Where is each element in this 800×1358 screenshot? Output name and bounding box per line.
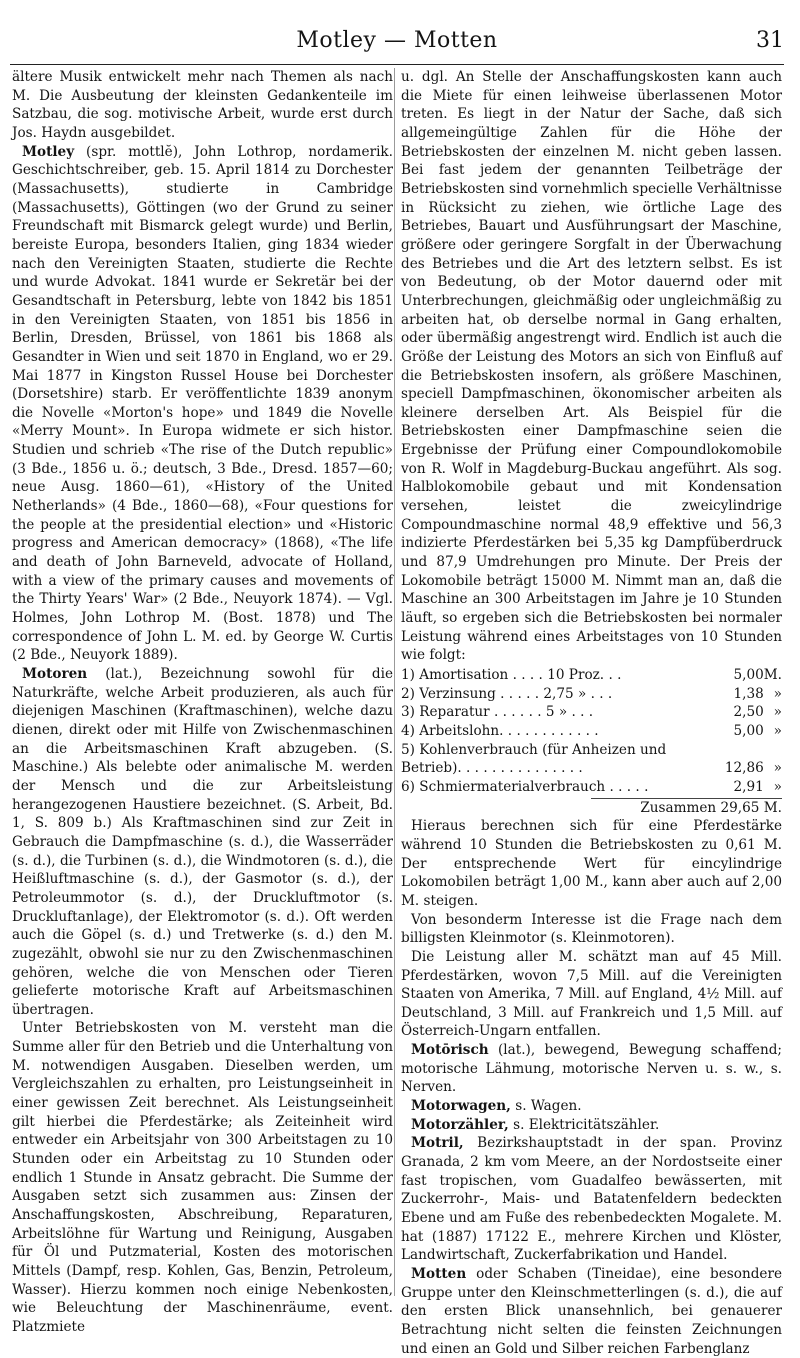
cost-row [401,703,782,722]
cost-unit: » [773,778,782,795]
entry-motril-text: Bezirkshauptstadt in der span. Provinz Granada, 2 km vom Meere, an der Nordostseite einer fast tropischen, vom Guadalfeo bewässerten, mit Zuckerrohr-, Mais- und Batatenfeldern bedeckten Ebene und am Fuße des rebenbedeckten Mogalete. M. hat (1887) 17122 E., mehrere Kirchen und Klöster, Landwirtschaft, Zuckerfabrikation und Handel. [401,1135,782,1264]
cost-value: 1,38 [733,685,764,702]
cost-label: 3) Reparatur . . . . . . 5 » . . . [401,704,594,721]
cost-unit: » [773,722,782,739]
entry-motorzaehler-text: s. Elektricitätszähler. [508,1116,660,1133]
entry-motorisch-text: (lat.), bewegend, Bewegung schaffend; motorische Lähmung, motorische Nerven u. s. w., s. Nerven. [401,1042,782,1096]
cost-label: 2) Verzinsung . . . . . 2,75 » . . . [401,685,613,702]
entry-motril [401,1134,782,1265]
cost-unit: » [773,685,782,702]
cost-label: 6) Schmiermaterialverbrauch . . . . . [401,778,649,795]
cost-row [401,666,782,685]
cost-row [401,722,782,741]
entry-motorisch [401,1041,782,1097]
headword-motorwagen: Motorwagen, [411,1098,511,1115]
cost-row [401,685,782,704]
entry-motten-text: oder Schaben (Tineidae), eine besondere Gruppe unter den Kleinschmetterlingen (s. d.), die auf den ersten Blick unansehnlich, bei genauerer Betrachtung nicht selten die feinsten Zeichnungen und einen an Gold und Silber reichen Farbenglanz [401,1266,782,1357]
cost-unit: » [773,704,782,721]
cost-row [401,778,782,797]
headword-motley: Motley [22,143,75,160]
page-number: 31 [756,28,784,53]
entry-motorzaehler [401,1116,782,1135]
page-header [10,24,784,58]
cost-value: 5,00 [733,667,764,683]
cost-unit: » [773,760,782,777]
left-column [12,68,393,1335]
cost-value: 12,86 [724,760,764,777]
right-column [401,68,783,1357]
cost-value [710,741,764,760]
cost-value: 2,50 [733,704,764,721]
headword-motorzaehler: Motorzähler, [411,1116,509,1133]
cost-label: 5) Kohlenverbrauch (für Anheizen und [401,741,667,758]
cost-total: Zusammen 29,65 M. [591,798,782,818]
entry-motten [401,1265,782,1358]
cost-value: 5,00 [733,722,764,739]
cost-row [401,741,782,760]
column-divider [394,68,395,1296]
entry-motley [12,143,393,665]
headword-motten: Motten [411,1266,467,1282]
cost-label: 1) Amortisation . . . . 10 Proz. . . [401,667,622,683]
headword-motril: Motril, [411,1135,464,1152]
paragraph-betriebskosten-continued: u. dgl. An Stelle der Anschaffungskosten kann auch die Miete für einen leihweise überlassenen Motor treten. Es liegt in der Natur der Sache, daß sich allgemeingültige Zahlen für die Höhe der Betriebskosten der einzelnen M. nicht geben lassen. Bei fast jedem der genannten Teilbeträge der Betriebskosten sind vornehmlich specielle Verhältnisse in Rücksicht zu ziehen, wie örtliche Lage des Betriebes, Bauart und Ausführungsart der Maschine, größere oder geringere Sorgfalt in der Überwachung des Betriebes und die Art des letztern selbst. Es ist von Bedeutung, ob der Motor dauernd oder mit Unterbrechungen, gleichmäßig oder ungleichmäßig zu arbeiten hat, ob derselbe normal in Gang erhalten, oder übermäßig angestrengt wird. Endlich ist auch die Größe der Leistung des Motors an sich von Einfluß auf die Betriebskosten insofern, als größere Maschinen, speciell Dampfmaschinen, ökonomischer arbeiten als kleinere derselben Art. Als Beispiel für die Betriebskosten einer Dampfmaschine seien die Ergebnisse der Prüfung einer Compoundlokomobile von R. Wolf in Magdeburg-Buckau angeführt. Als sog. Halblokomobile gebaut und mit Kondensation versehen, leistet die zweicylindrige Compoundmaschine normal 48,9 effektive und 56,3 indizierte Pferdestärken bei 5,35 kg Dampfüberdruck und 87,9 Umdrehungen pro Minute. Der Preis der Lokomobile beträgt 15000 M. Nimmt man an, daß die Maschine an 300 Arbeitstagen im Jahre je 10 Stunden läuft, so ergeben sich die Betriebskosten bei normaler Leistung während eines Arbeitstages von 10 Stunden wie folgt: [401,69,783,664]
entry-motley-text: (spr. mottlĕ), John Lothrop, nordamerik. Geschichtschreiber, geb. 15. April 1814 zu Dorchester (Massachusetts), studierte in Cambridge (Massachusetts), Göttingen (wo der Grund zu seiner Freundschaft mit Bismarck gelegt wurde) und Berlin, bereiste Europa, besonders Italien, ging 1834 wieder nach den Vereinigten Staaten, studierte die Rechte und wurde Advokat. 1841 wurde er Sekretär bei der Gesandtschaft in Petersburg, lebte von 1842 bis 1851 in den Vereinigten Staaten, von 1851 bis 1856 in Berlin, Dresden, Brüssel, von 1861 bis 1868 als Gesandter in Wien und seit 1870 in England, wo er 29. Mai 1877 in Kingston Russel House bei Dorchester (Dorsetshire) starb. Er veröffentlichte 1839 anonym die Novelle «Morton's hope» und 1849 die Novelle «Merry Mount». In Europa widmete er sich histor. Studien und schrieb «The rise of the Dutch republic» (3 Bde., 1856 u. ö.; deutsch, 3 Bde., Dresd. 1857—60; neue Ausg. 1860—61), «History of the United Netherlands» (4 Bde., 1860—68), «Four questions for the people at the presidential election» und «Historic progress and American democracy» (1868), «The life and death of John Barneveld, advocate of Holland, with a view of the primary causes and movements of the Thirty Years' War» (2 Bde., Neuyork 1874). — Vgl. Holmes, John Lothrop M. (Bost. 1878) und The correspondence of John L. M. ed. by George W. Curtis (2 Bde., Neuyork 1889). [12,143,393,664]
entry-motorwagen [401,1097,782,1116]
paragraph-betriebskosten: Unter Betriebskosten von M. versteht man die Summe aller für den Betrieb und die Unterhaltung von M. notwendigen Ausgaben. Dieselben werden, um Vergleichszahlen zu erhalten, pro Leistungseinheit in einer gewissen Zeit berechnet. Als Leistungseinheit gilt hierbei die Pferdestärke; als Zeiteinheit wird entweder ein Arbeitsjahr von 300 Arbeitstagen zu 10 Stunden oder ein Arbeitstag zu 10 Stunden oder endlich 1 Stunde in Ansatz gebracht. Die Summe der Ausgaben setzt sich zusammen aus: Zinsen der Anschaffungskosten, Abschreibung, Reparaturen, Arbeitslöhne für Wartung und Reinigung, Ausgaben für Öl und Putzmaterial, Kosten des motorischen Mittels (Dampf, resp. Kohlen, Gas, Benzin, Petroleum, Wasser). Hierzu kommen noch einige Nebenkosten, wie Beleuchtung der Maschinenräume, event. Platzmiete [12,1020,393,1335]
header-rule [10,64,784,65]
paragraph-pferdestaerke: Hieraus berechnen sich für eine Pferdestärke während 10 Stunden die Betriebskosten zu 0,61 M. Der entsprechende Wert für eincylindrige Lokomobilen beträgt 1,00 M., kann aber auch auf 2,00 M. steigen. [401,818,782,909]
cost-unit [764,741,782,760]
running-title: Motley — Motten [296,28,498,53]
paragraph-musik-continuation: ältere Musik entwickelt mehr nach Themen als nach M. Die Ausbeutung der kleinsten Gedankenteile im Satzbau, die sog. motivische Arbeit, wurde erst durch Jos. Haydn ausgebildet. [12,69,393,141]
cost-label: 4) Arbeitslohn. . . . . . . . . . . . [401,722,599,739]
paragraph-kleinmotor: Von besonderm Interesse ist die Frage nach dem billigsten Kleinmotor (s. Kleinmotoren). [401,911,782,947]
entry-motoren-text: (lat.), Bezeichnung sowohl für die Naturkräfte, welche Arbeit produzieren, als auch für diejenigen Maschinen (Kraftmaschinen), welche dazu dienen, direkt oder mit Hilfe von Zwischenmaschinen an die Arbeitsmaschinen Kraft abzugeben. (S. Maschine.) Als belebte oder animalische M. werden der Mensch und die zur Arbeitsleistung herangezogenen Haustiere bezeichnet. (S. Arbeit, Bd. 1, S. 809 b.) Als Kraftmaschinen sind zur Zeit in Gebrauch die Dampfmaschine (s. d.), die Wasserräder (s. d.), die Turbinen (s. d.), die Windmotoren (s. d.), die Heißluftmaschine (s. d.), der Gasmotor (s. d.), der Petroleummotor (s. d.), der Druckluftmotor (s. Druckluftanlage), der Elektromotor (s. d.). Oft werden auch die Göpel (s. d.) und Tretwerke (s. d.) den M. zugezählt, obwohl sie nur zu den Zwischenmaschinen gehören, welche die von Menschen oder Tieren gelieferte motorische Kraft auf Arbeitsmaschinen übertragen. [12,666,393,1018]
cost-unit: M. [763,667,782,683]
entry-motoren [12,665,393,1019]
paragraph-leistung: Die Leistung aller M. schätzt man auf 45 Mill. Pferdestärken, wovon 7,5 Mill. auf die Vereinigten Staaten von Amerika, 7 Mill. auf England, 4½ Mill. auf Deutschland, 3 Mill. auf Frankreich und 1,5 Mill. auf Österreich-Ungarn entfallen. [401,948,782,1040]
cost-value: 2,91 [733,778,764,795]
cost-table [401,666,782,797]
entry-motorwagen-text: s. Wagen. [510,1098,582,1115]
cost-row [401,759,782,778]
cost-label: Betrieb). . . . . . . . . . . . . . . [401,760,583,777]
headword-motorisch: Motōrisch [411,1042,489,1059]
headword-motoren: Motoren [22,666,88,682]
